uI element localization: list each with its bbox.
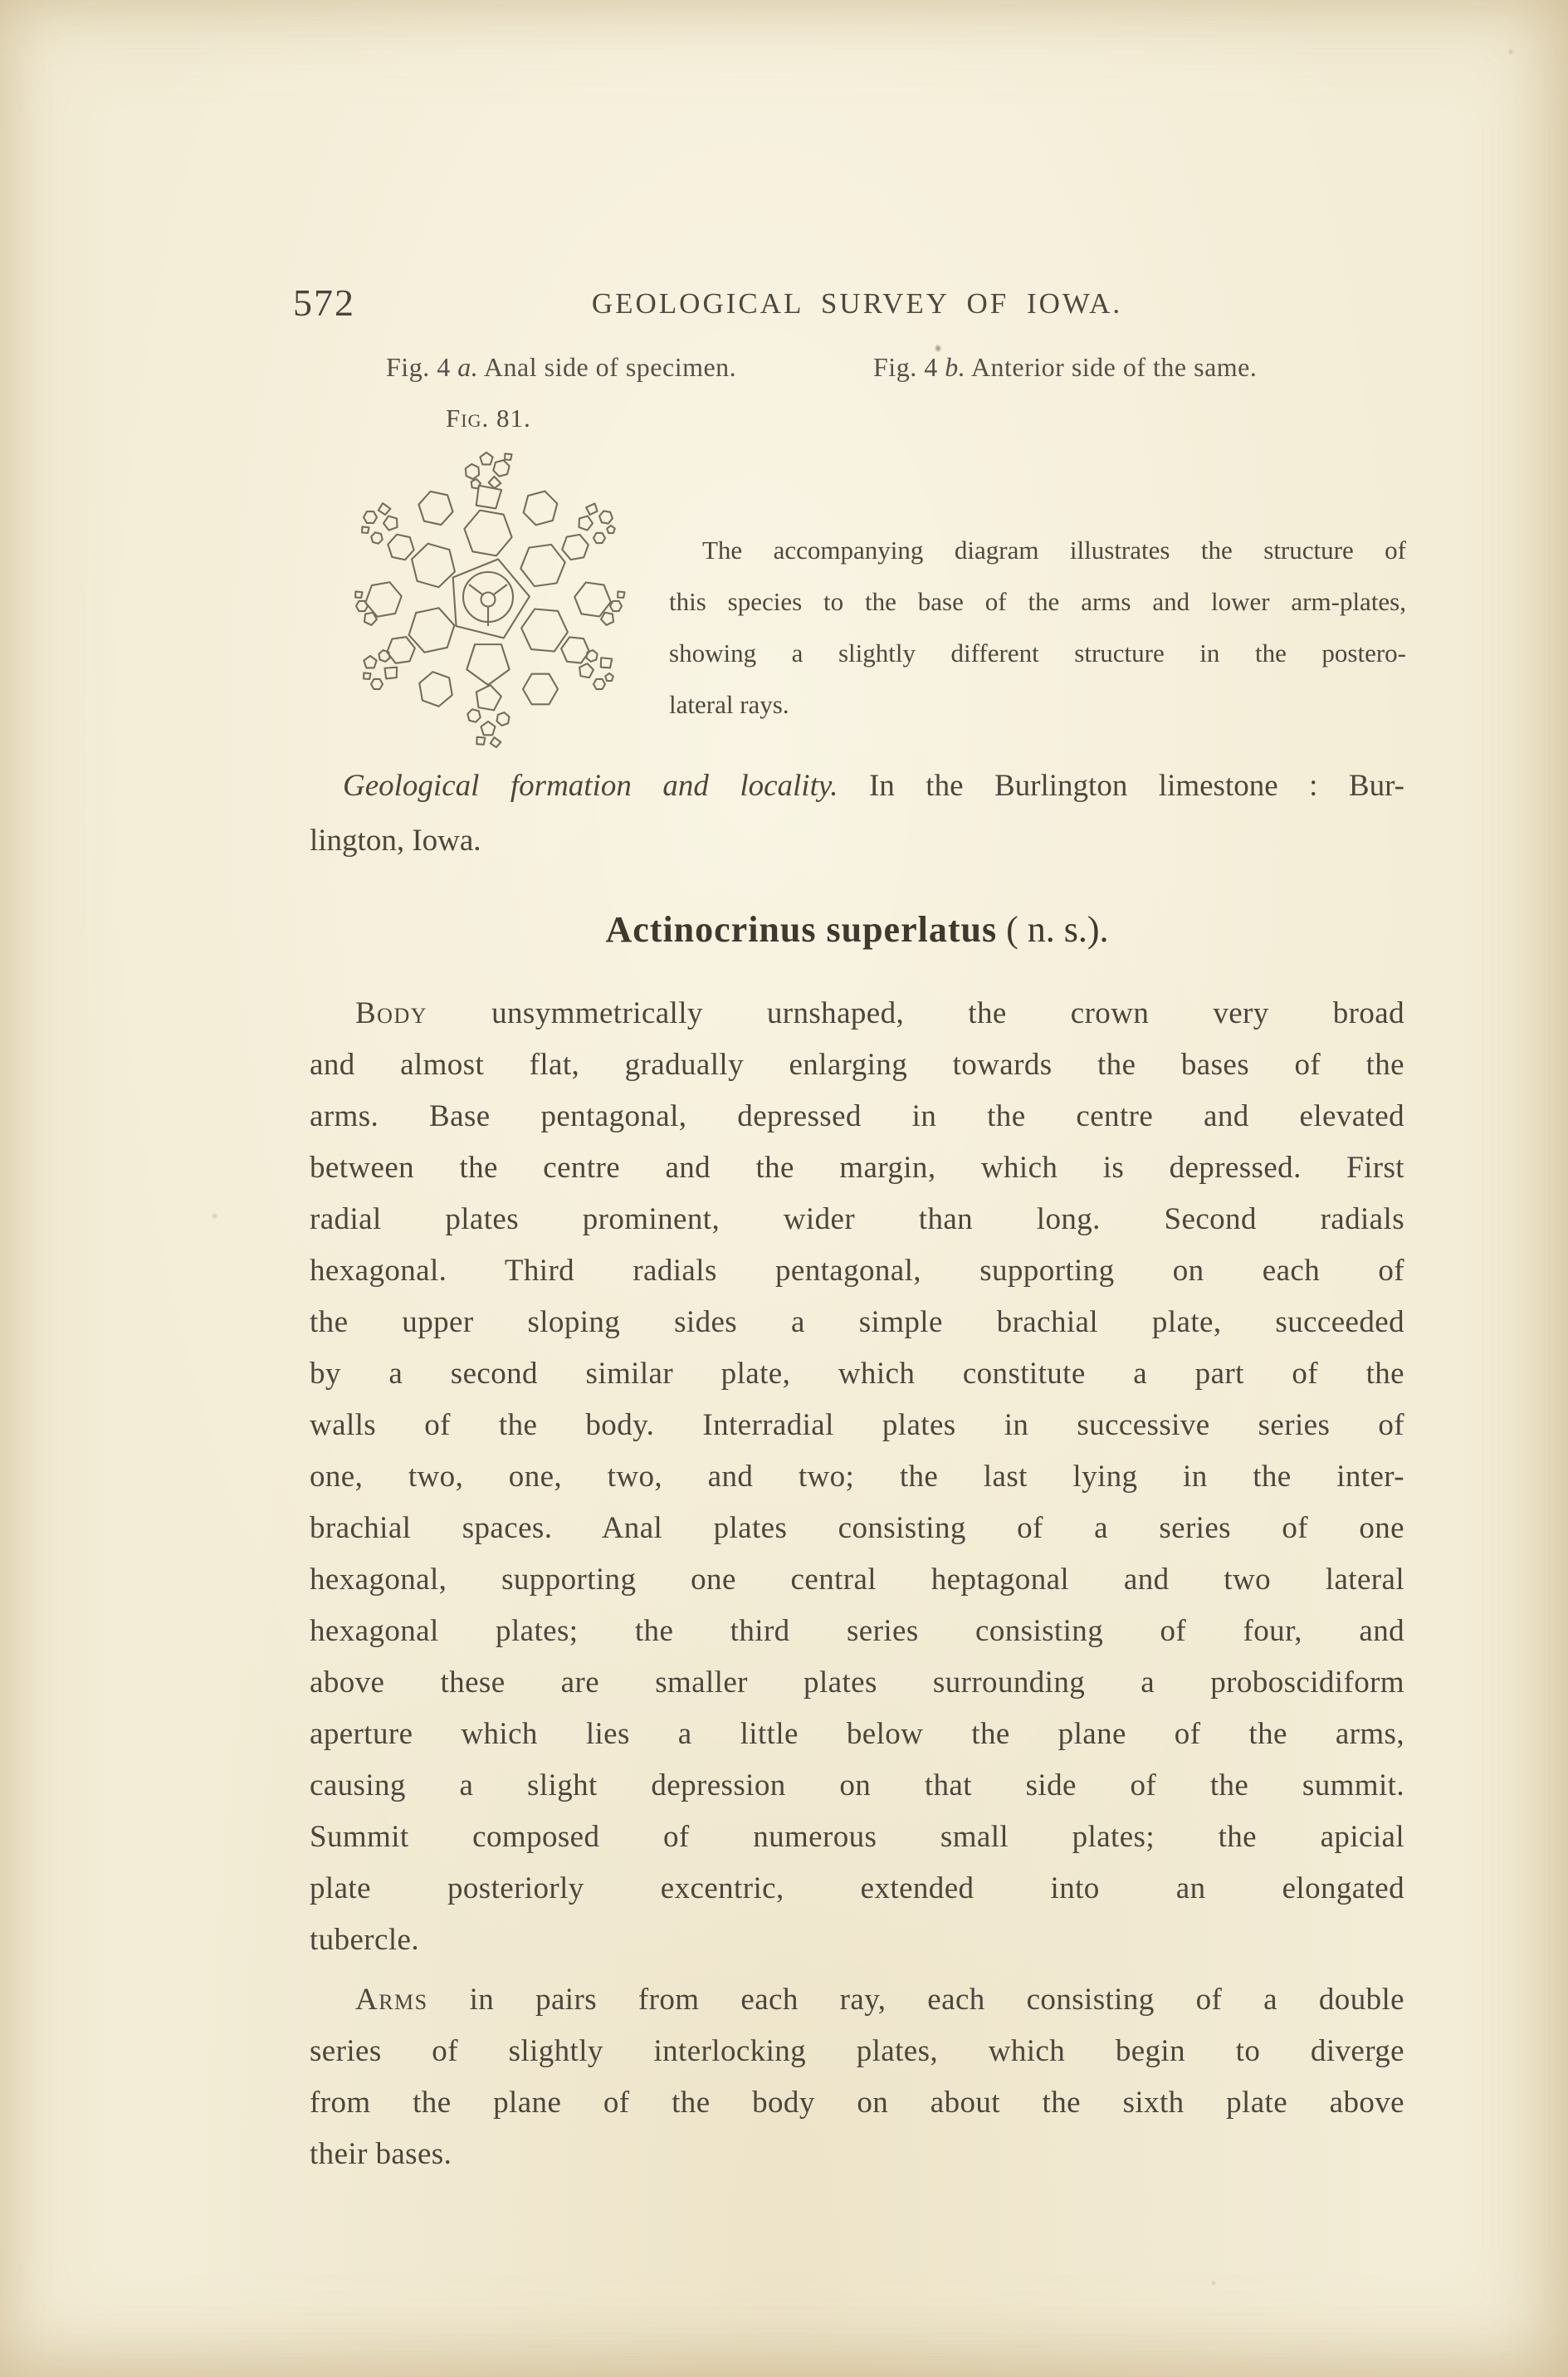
running-header: GEOLOGICAL SURVEY OF IOWA. — [591, 287, 1123, 320]
text-line: and almost flat, gradually enlarging towards the bases of the — [310, 1048, 1404, 1082]
text-line: the upper sloping sides a simple brachial plate, succeeded — [310, 1305, 1404, 1339]
text-line: plate posteriorly excentric, extended into an elongated — [310, 1871, 1404, 1905]
lead-rest: unsymmetrically urnshaped, the crown very broad — [427, 996, 1404, 1030]
paragraph-lead: Arms — [355, 1983, 428, 2017]
description-paragraph-body — [310, 988, 1404, 1966]
caption-text: Anterior side of the same. — [965, 352, 1258, 382]
diagram-side-paragraph — [669, 525, 1406, 731]
caption-text: Anal side of specimen. — [478, 352, 737, 382]
text-line — [310, 759, 1404, 814]
figure-81-label: Fig. 81. — [446, 404, 531, 433]
species-heading — [310, 908, 1404, 951]
text-line: lington, Iowa. — [310, 824, 481, 858]
figure-caption-4b — [873, 352, 1257, 383]
text-line: by a second similar plate, which constitute a part of the — [310, 1357, 1404, 1391]
caption-prefix: Fig. 4 — [873, 352, 945, 382]
figure-caption-4a — [386, 352, 736, 383]
text-line: above these are smaller plates surrounding a proboscidiform — [310, 1665, 1404, 1700]
caption-letter: a. — [457, 352, 479, 382]
text-line: hexagonal, supporting one central heptagonal and two lateral — [310, 1563, 1404, 1597]
text-line: causing a slight depression on that side of the summit. — [310, 1768, 1404, 1802]
species-name: Actinocrinus superlatus — [605, 909, 998, 950]
lead-rest: in pairs from each ray, each consisting of a double — [427, 1983, 1404, 2017]
text-line: showing a slightly different structure in the postero- — [669, 638, 1406, 668]
text-line: radial plates prominent, wider than long. Second radials — [310, 1202, 1404, 1236]
text-line: hexagonal plates; the third series consisting of four, and — [310, 1614, 1404, 1648]
crinoid-plate-diagram — [345, 447, 634, 756]
text-line: series of slightly interlocking plates, which begin to diverge — [310, 2034, 1404, 2068]
text-line: Summit composed of numerous small plates; the apicial — [310, 1820, 1404, 1854]
locality-lead: Geological formation and locality. — [343, 769, 838, 803]
locality-rest: In the Burlington limestone : Bur- — [838, 769, 1404, 803]
text-line: from the plane of the body on about the sixth plate above — [310, 2086, 1404, 2120]
page-number: 572 — [293, 281, 355, 324]
arms-paragraph — [310, 1974, 1404, 2180]
text-line: lateral rays. — [669, 690, 789, 719]
scan-speck — [1509, 50, 1512, 54]
caption-letter: b. — [945, 352, 966, 382]
text-line: tubercle. — [310, 1923, 419, 1957]
caption-prefix: Fig. 4 — [386, 352, 458, 382]
text-line: arms. Base pentagonal, depressed in the centre and elevated — [310, 1099, 1404, 1133]
text-line: walls of the body. Interradial plates in successive series of — [310, 1408, 1404, 1442]
figure-81-illustration — [345, 447, 634, 756]
text-line: brachial spaces. Anal plates consisting of a series of one — [310, 1511, 1404, 1545]
text-line: aperture which lies a little below the plane of the arms, — [310, 1717, 1404, 1751]
text-line: hexagonal. Third radials pentagonal, supporting on each of — [310, 1254, 1404, 1288]
species-suffix: ( n. s.). — [997, 909, 1109, 950]
text-line: between the centre and the margin, which is depressed. First — [310, 1151, 1404, 1185]
locality-paragraph — [310, 759, 1404, 868]
text-line: The accompanying diagram illustrates the structure of — [702, 536, 1406, 565]
text-line: one, two, one, two, and two; the last lying in the inter- — [310, 1460, 1404, 1494]
paragraph-lead: Body — [355, 996, 428, 1030]
scan-speck — [1212, 2282, 1215, 2285]
scan-speck — [935, 345, 940, 351]
text-line — [310, 988, 1404, 1039]
text-line — [310, 1974, 1404, 2026]
scan-speck — [212, 1214, 217, 1218]
text-line: their bases. — [310, 2137, 452, 2171]
text-line: this species to the base of the arms and lower arm-plates, — [669, 587, 1406, 616]
